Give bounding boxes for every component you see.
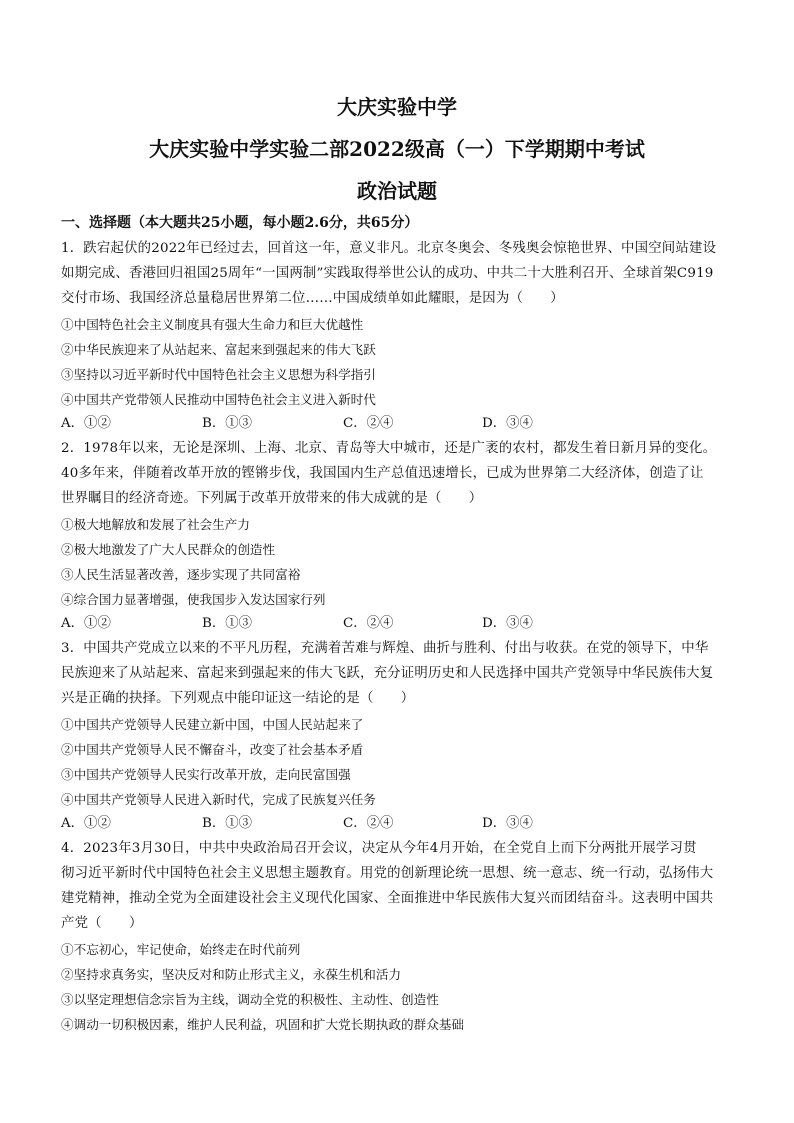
question-4-stem-line-2: 彻习近平新时代中国特色社会主义思想主题教育。用党的创新理论统一思想、统一意志、统一行动，弘扬伟大 <box>61 866 714 881</box>
question-3-stem-line-3: 兴是正确的抉择。下列观点中能印证这一结论的是（ ） <box>61 691 415 706</box>
choice-c: C．②④ <box>343 616 394 631</box>
question-4-option-4: ④调动一切积极因素，维护人民利益，巩固和扩大党长期执政的群众基础 <box>61 1017 464 1032</box>
question-3-stem-line-2: 民族迎来了从站起来、富起来到强起来的伟大飞跃，充分证明历史和人民选择中国共产党领导中华民族伟大复 <box>61 666 714 681</box>
choice-d: D．③④ <box>482 616 533 631</box>
subject-title: 政治试题 <box>357 179 437 203</box>
question-2-choices <box>61 615 741 633</box>
school-title: 大庆实验中学 <box>337 95 457 119</box>
choice-b: B．①③ <box>202 816 253 831</box>
question-3-option-1: ①中国共产党领导人民建立新中国，中国人民站起来了 <box>61 717 364 732</box>
choice-d: D．③④ <box>482 816 533 831</box>
choice-a: A．①② <box>61 616 111 631</box>
question-2-option-4: ④综合国力显著增强，使我国步入发达国家行列 <box>61 592 326 607</box>
question-4-option-3: ③以坚定理想信念宗旨为主线，调动全党的积极性、主动性、创造性 <box>61 992 439 1007</box>
question-3-option-3: ③中国共产党领导人民实行改革开放，走向民富国强 <box>61 767 351 782</box>
question-1-option-3: ③坚持以习近平新时代中国特色社会主义思想为科学指引 <box>61 367 376 382</box>
choice-c: C．②④ <box>343 816 394 831</box>
question-1-option-4: ④中国共产党带领人民推动中国特色社会主义进入新时代 <box>61 392 376 407</box>
choice-d: D．③④ <box>482 416 533 431</box>
choice-a: A．①② <box>61 816 111 831</box>
question-1-option-2: ②中华民族迎来了从站起来、富起来到强起来的伟大飞跃 <box>61 342 376 357</box>
question-1-option-1: ①中国特色社会主义制度具有强大生命力和巨大优越性 <box>61 317 364 332</box>
question-2-stem-line-3: 世界瞩目的经济奇迹。下列属于改革开放带来的伟大成就的是（ ） <box>61 491 483 506</box>
section-heading: 一、选择题（本大题共25小题，每小题2.6分，共65分） <box>61 215 419 231</box>
question-1-stem-line-2: 如期完成、香港回归祖国25周年“一国两制”实践取得举世公认的成功、中共二十大胜利召开、全球首架C919 <box>61 266 714 281</box>
choice-b: B．①③ <box>202 616 253 631</box>
question-3-option-4: ④中国共产党领导人民进入新时代，完成了民族复兴任务 <box>61 792 376 807</box>
question-1-stem-line-3: 交付市场、我国经济总量稳居世界第二位……中国成绩单如此耀眼，是因为（ ） <box>61 291 564 306</box>
question-4-option-2: ②坚持求真务实，坚决反对和防止形式主义，永葆生机和活力 <box>61 967 402 982</box>
question-4-stem-line-3: 建党精神，推动全党为全面建设社会主义现代化国家、全面推进中华民族伟大复兴而团结奋斗。这表明中国共 <box>61 891 714 906</box>
question-4-option-1: ①不忘初心，牢记使命，始终走在时代前列 <box>61 942 301 957</box>
choice-c: C．②④ <box>343 416 394 431</box>
question-4-stem-line-4: 产党（ ） <box>61 916 143 931</box>
question-3-option-2: ②中国共产党领导人民不懈奋斗，改变了社会基本矛盾 <box>61 742 364 757</box>
question-2-option-1: ①极大地解放和发展了社会生产力 <box>61 517 250 532</box>
question-2-stem-line-1: 2．1978年以来，无论是深圳、上海、北京、青岛等大中城市，还是广袤的农村，都发生着日新月异的变化。 <box>61 441 717 456</box>
question-2-stem-line-2: 40多年来，伴随着改革开放的铿锵步伐，我国国内生产总值迅速增长，已成为世界第二大经济体，创造了让 <box>61 466 704 481</box>
choice-b: B．①③ <box>202 416 253 431</box>
question-3-choices <box>61 815 741 833</box>
question-4-stem-line-1: 4．2023年3月30日，中共中央政治局召开会议，决定从今年4月开始，在全党自上而下分两批开展学习贯 <box>61 841 697 856</box>
question-2-option-3: ③人民生活显著改善，逐步实现了共同富裕 <box>61 567 301 582</box>
question-1-stem-line-1: 1．跌宕起伏的2022年已经过去，回首这一年，意义非凡。北京冬奥会、冬残奥会惊艳世界、中国空间站建设 <box>61 241 717 256</box>
exam-title: 大庆实验中学实验二部2022级高（一）下学期期中考试 <box>149 137 645 161</box>
question-2-option-2: ②极大地激发了广大人民群众的创造性 <box>61 542 276 557</box>
question-3-stem-line-1: 3．中国共产党成立以来的不平凡历程，充满着苦难与辉煌、曲折与胜利、付出与收获。在党的领导下，中华 <box>61 641 709 656</box>
question-1-choices <box>61 415 741 433</box>
choice-a: A．①② <box>61 416 111 431</box>
